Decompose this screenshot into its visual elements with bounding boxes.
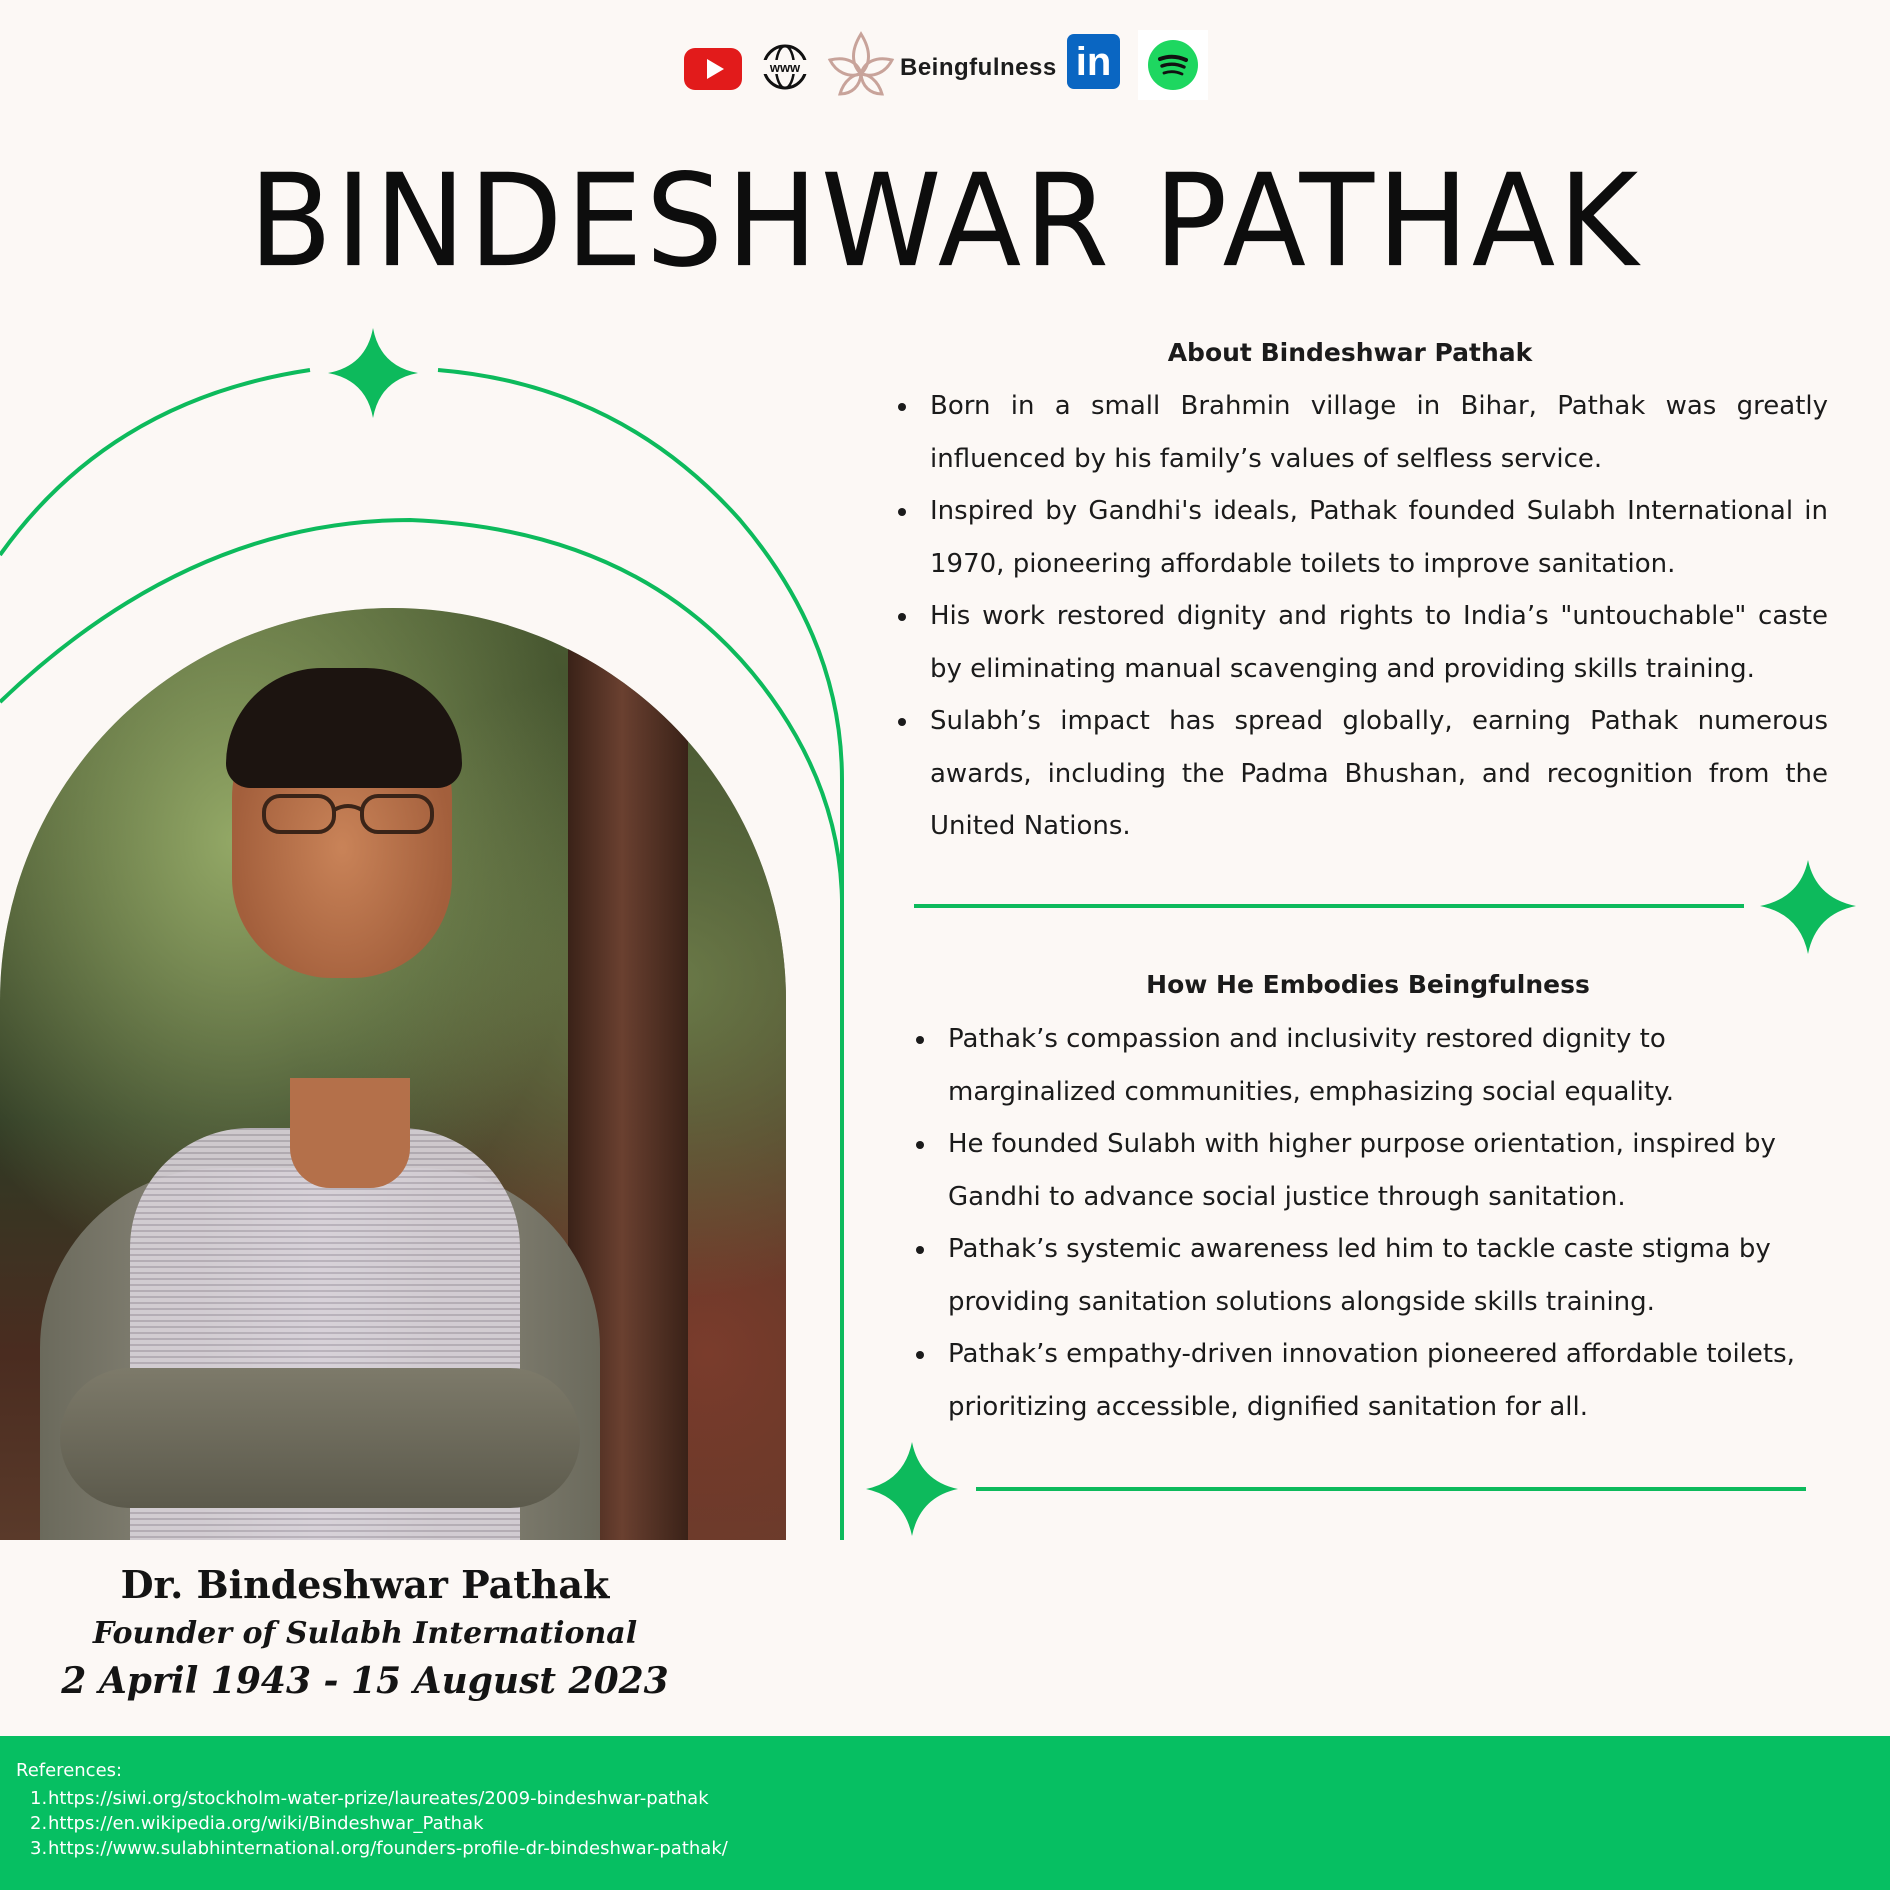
lotus-logo-icon[interactable] — [826, 30, 896, 102]
about-heading: About Bindeshwar Pathak — [1167, 338, 1533, 367]
sparkle-star-icon — [866, 1442, 958, 1536]
reference-number: 3. — [30, 1838, 48, 1859]
list-item: Pathak’s compassion and inclusivity restored dignity to marginalized communities, emphasizing social equality. — [948, 1013, 1828, 1118]
www-label: www — [769, 60, 801, 75]
reference-link[interactable]: https://www.sulabhinternational.org/founders-profile-dr-bindeshwar-pathak/ — [48, 1838, 728, 1859]
linkedin-icon[interactable] — [1067, 34, 1120, 89]
reference-link[interactable]: https://siwi.org/stockholm-water-prize/laureates/2009-bindeshwar-pathak — [48, 1788, 709, 1809]
globe-www-icon[interactable] — [760, 42, 810, 92]
list-item: Inspired by Gandhi's ideals, Pathak founded Sulabh International in 1970, pioneering affordable toilets to improve sanitation. — [930, 485, 1828, 590]
reference-link[interactable]: https://en.wikipedia.org/wiki/Bindeshwar_Pathak — [48, 1813, 484, 1834]
reference-item — [30, 1836, 728, 1861]
references-list — [30, 1786, 728, 1861]
linkedin-label: in — [1075, 39, 1112, 84]
list-item: Sulabh’s impact has spread globally, earning Pathak numerous awards, including the Padma Bhushan, and recognition from the United Nations. — [930, 695, 1828, 853]
outer-arch-left — [0, 370, 310, 555]
list-item: He founded Sulabh with higher purpose orientation, inspired by Gandhi to advance social justice through sanitation. — [948, 1118, 1828, 1223]
sparkle-star-icon — [328, 328, 418, 418]
list-item: Born in a small Brahmin village in Bihar, Pathak was greatly influenced by his family’s values of selfless service. — [930, 380, 1828, 485]
reference-item — [30, 1786, 728, 1811]
page-title: BINDESHWAR PATHAK — [248, 146, 1642, 296]
list-item: Pathak’s empathy-driven innovation pioneered affordable toilets, prioritizing accessible, dignified sanitation for all. — [948, 1328, 1828, 1433]
caption-dates: 2 April 1943 - 15 August 2023 — [61, 1660, 669, 1702]
reference-number: 2. — [30, 1813, 48, 1834]
caption-role: Founder of Sulabh International — [92, 1616, 638, 1651]
embodies-heading: How He Embodies Beingfulness — [1146, 970, 1590, 999]
references-label: References: — [16, 1760, 123, 1781]
brand-name: Beingfulness — [900, 54, 1057, 81]
references-footer — [0, 1736, 1890, 1890]
sparkle-star-icon — [1760, 860, 1856, 954]
spotify-icon[interactable] — [1138, 30, 1208, 100]
portrait-photo — [0, 608, 786, 1540]
social-icon-bar — [0, 30, 1890, 105]
caption-name: Dr. Bindeshwar Pathak — [120, 1562, 610, 1607]
reference-item — [30, 1811, 728, 1836]
about-list — [930, 380, 1828, 853]
youtube-icon[interactable] — [684, 48, 742, 90]
list-item: Pathak’s systemic awareness led him to tackle caste stigma by providing sanitation solutions alongside skills training. — [948, 1223, 1828, 1328]
reference-number: 1. — [30, 1788, 48, 1809]
list-item: His work restored dignity and rights to India’s "untouchable" caste by eliminating manual scavenging and providing skills training. — [930, 590, 1828, 695]
embodies-list — [948, 1013, 1828, 1433]
